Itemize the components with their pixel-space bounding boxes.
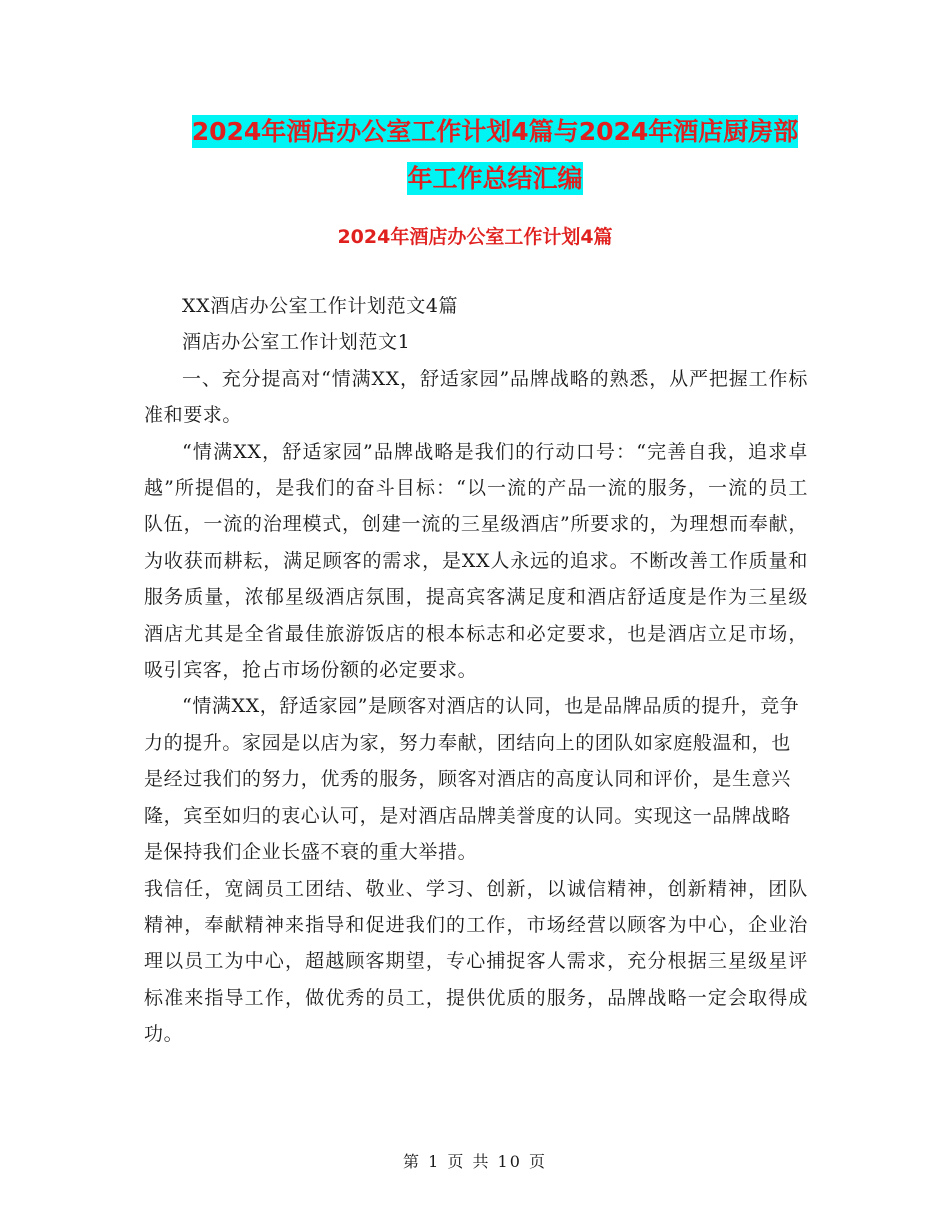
paragraph-brand-strategy: “情满XX，舒适家园”品牌战略是我们的行动口号：“完善自我，追求卓越”所提倡的，是我们的奋斗目标：“以一流的产品一流的服务，一流的员工队伍，一流的治理模式，创建一流的三星级酒店”所要求的，为理想而奉献，为收获而耕耘，满足顾客的需求，是XX人永远的追求。不断改善工作质量和服务质量，浓郁星级酒店氛围，提高宾客满足度和酒店舒适度是作为三星级酒店尤其是全省最佳旅游饭店的根本标志和必定要求，也是酒店立足市场，吸引宾客，抢占市场份额的必定要求。: [144, 440, 808, 682]
document-title-line-1: 2024年酒店办公室工作计划4篇与2024年酒店厨房部: [191, 117, 799, 146]
section-title: 2024年酒店办公室工作计划4篇: [337, 226, 613, 248]
paragraph-sample-heading: 酒店办公室工作计划范文1: [182, 331, 411, 354]
paragraph-brand-recognition: “情满XX，舒适家园”是顾客对酒店的认同，也是品牌品质的提升，竞争力的提升。家园是以店为家，努力奉献，团结向上的团队如家庭般温和，也是经过我们的努力，优秀的服务，顾客对酒店的高度认同和评价，是生意兴隆，宾至如归的衷心认可，是对酒店品牌美誉度的认同。实现这一品牌战略是保持我们企业长盛不衰的重大举措。: [144, 695, 800, 864]
paragraph-subtitle: XX酒店办公室工作计划范文4篇: [182, 295, 459, 317]
page-number-footer: 第 1 页 共 10 页: [403, 1152, 547, 1171]
document-title: [150, 108, 840, 202]
document-title-line-2: 年工作总结汇编: [407, 164, 583, 193]
document-body: [144, 288, 808, 1053]
paragraph-point-one: 一、充分提高对“情满XX，舒适家园”品牌战略的熟悉，从严把握工作标准和要求。: [144, 367, 808, 427]
paragraph-belief: 我信任，宽阔员工团结、敬业、学习、创新，以诚信精神，创新精神，团队精神，奉献精神来指导和促进我们的工作，市场经营以顾客为中心，企业治理以员工为中心，超越顾客期望，专心捕捉客人需求，充分根据三星级星评标准来指导工作，做优秀的员工，提供优质的服务，品牌战略一定会取得成功。: [144, 877, 808, 1046]
